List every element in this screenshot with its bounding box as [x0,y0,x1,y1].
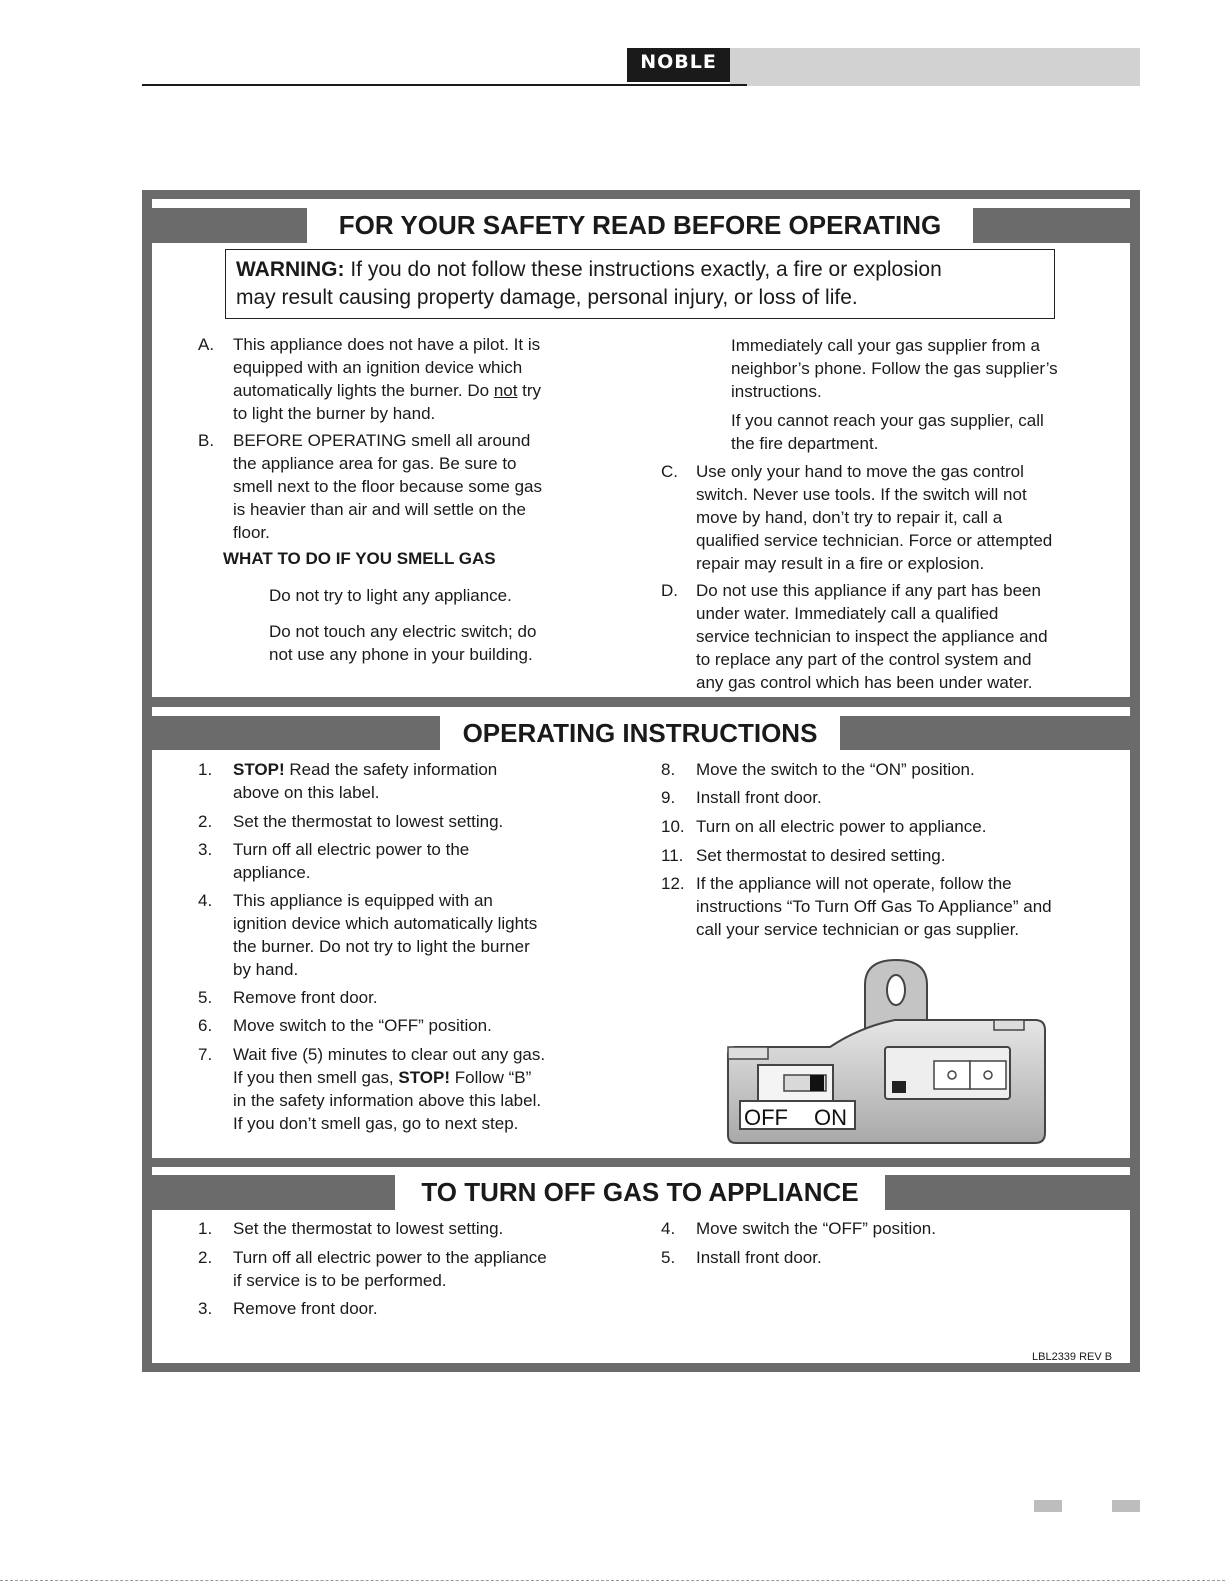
item-text-line: call your service technician or gas supplier. [696,920,1020,939]
stop-emphasis: STOP! [398,1068,451,1087]
smell-gas-heading: WHAT TO DO IF YOU SMELL GAS [223,549,496,568]
item-text-line: Immediately call your gas supplier from a [731,336,1040,355]
header-rule [142,84,747,86]
brand-logo: NOBLE [627,48,730,82]
item-text: Set thermostat to desired setting. [696,846,946,865]
item-text-line: in the safety information above this label. [233,1091,542,1110]
stop-emphasis: STOP! [233,760,285,779]
item-text-line: instructions. [731,382,822,401]
item-text-line: to replace any part of the control system and [696,650,1032,669]
item-text-line: is heavier than air and will settle on the [233,500,526,519]
item-text-line: switch. Never use tools. If the switch will not [696,485,1027,504]
item-text-line: by hand. [233,960,299,979]
step-number: 3. [198,840,213,859]
item-text: Set the thermostat to lowest setting. [233,812,504,831]
item-text-line: the appliance area for gas. Be sure to [233,454,517,473]
item-text-line: Turn off all electric power to the appliance [233,1248,547,1267]
item-text-line: above on this label. [233,783,380,802]
item-text-line: equipped with an ignition device which [233,358,523,377]
item-text: Remove front door. [233,1299,378,1318]
item-text: Read the safety information [284,760,498,779]
step-number: 1. [198,760,213,779]
item-text: try [517,381,542,400]
smell-gas-item-2 [269,620,536,666]
item-text-line: BEFORE OPERATING smell all around [233,431,531,450]
call-gas-supplier-text [731,334,1058,403]
item-text: Install front door. [696,1248,822,1267]
step-number: 1. [198,1219,213,1238]
label-code: LBL2339 REV B [1032,1351,1113,1363]
item-text: Turn on all electric power to appliance. [696,817,987,836]
item-text-line: appliance. [233,863,311,882]
warning-text-line2: may result causing property damage, personal injury, or loss of life. [236,286,858,309]
item-letter: D. [661,581,678,600]
smell-gas-item-1: Do not try to light any appliance. [269,586,512,605]
item-text-line: qualified service technician. Force or attempted [696,531,1053,550]
item-text-line: If you don’t smell gas, go to next step. [233,1114,519,1133]
step-number: 3. [198,1299,213,1318]
warning-text-line1: If you do not follow these instructions exactly, a fire or explosion [344,258,942,281]
item-text-line: to light the burner by hand. [233,404,436,423]
item-text-line: Do not touch any electric switch; do [269,622,537,641]
item-text-line: the fire department. [731,434,879,453]
item-text-line: If the appliance will not operate, follow the [696,874,1012,893]
item-text-line: Wait five (5) minutes to clear out any gas. [233,1045,546,1064]
mounting-hole [887,975,905,1005]
item-text-line: instructions “To Turn Off Gas To Appliance” and [696,897,1052,916]
step-number: 12. [661,874,685,893]
item-text-line: smell next to the floor because some gas [233,477,542,496]
footer-tab-right [1112,1500,1140,1512]
step-number: 2. [198,1248,213,1267]
item-letter: B. [198,431,215,450]
step-number: 8. [661,760,676,779]
item-text: Install front door. [696,788,822,807]
switch-on-label: ON [814,1105,847,1130]
item-text-line: if service is to be performed. [233,1271,447,1290]
item-text-line: Use only your hand to move the gas control [696,462,1024,481]
step-number: 4. [661,1219,676,1238]
item-letter: C. [661,462,678,481]
item-text: If you then smell gas, [233,1068,399,1087]
item-text-line: Do not use this appliance if any part has been [696,581,1041,600]
page-edge-dashed [0,1580,1225,1581]
item-text-line: This appliance does not have a pilot. It is [233,335,541,354]
item-text-line: floor. [233,523,270,542]
item-text-line: service technician to inspect the appliance and [696,627,1048,646]
item-text-line: move by hand, don’t try to repair it, call a [696,508,1003,527]
step-number: 11. [661,846,684,865]
step-number: 5. [198,988,213,1007]
item-text-line: any gas control which has been under water. [696,673,1033,692]
step-number: 10. [661,817,685,836]
item-letter: A. [198,335,215,354]
item-text-line: ignition device which automatically lights [233,914,538,933]
step-number: 7. [198,1045,213,1064]
item-text-line: This appliance is equipped with an [233,891,493,910]
switch-knob [810,1075,824,1091]
step-number: 4. [198,891,213,910]
turn-off-title: TO TURN OFF GAS TO APPLIANCE [395,1174,885,1211]
safety-title: FOR YOUR SAFETY READ BEFORE OPERATING [307,207,973,244]
item-text-line: Turn off all electric power to the [233,840,470,859]
item-text: Follow “B” [450,1068,532,1087]
item-text: Remove front door. [233,988,378,1007]
item-text: automatically lights the burner. Do [233,381,494,400]
item-text: Move the switch to the “ON” position. [696,760,975,779]
item-text-line: the burner. Do not try to light the burner [233,937,530,956]
call-fire-department-text [731,409,1044,455]
item-text: Set the thermostat to lowest setting. [233,1219,504,1238]
item-text: Move switch to the “OFF” position. [233,1016,492,1035]
underlined-word: not [493,381,518,400]
warning-box [225,249,1055,319]
item-text-line: neighbor’s phone. Follow the gas supplier’s [731,359,1058,378]
header-bar [730,48,1140,86]
step-number: 9. [661,788,676,807]
switch-off-label: OFF [744,1105,788,1130]
warning-label: WARNING: [236,258,345,281]
operating-title: OPERATING INSTRUCTIONS [440,715,840,752]
footer-tab-left [1034,1500,1062,1512]
step-number: 2. [198,812,213,831]
item-text-line: under water. Immediately call a qualified [696,604,999,623]
item-text-line: repair may result in a fire or explosion. [696,554,985,573]
item-text-line: If you cannot reach your gas supplier, call [731,411,1044,430]
step-number: 5. [661,1248,676,1267]
item-text: Move switch the “OFF” position. [696,1219,936,1238]
gas-control-switch-diagram [720,955,1055,1150]
item-text-line: not use any phone in your building. [269,645,533,664]
step-number: 6. [198,1016,213,1035]
